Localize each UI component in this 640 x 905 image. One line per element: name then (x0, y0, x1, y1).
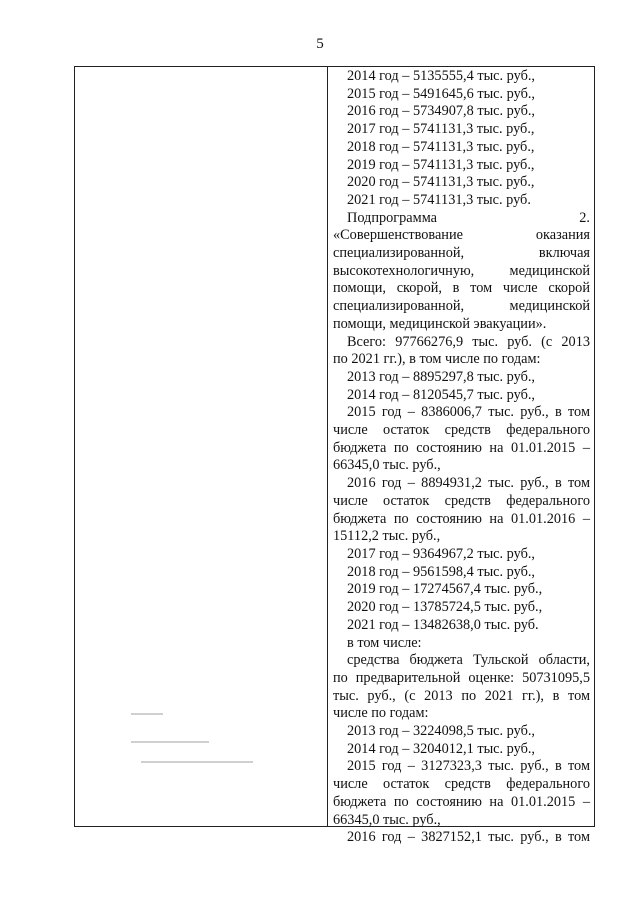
page-number: 5 (316, 36, 324, 52)
text-line: Всего: 97766276,9 тыс. руб. (с 2013 (347, 333, 590, 350)
table-right-column (328, 67, 594, 846)
text-line: по предварительной оценке: 50731095,5 (333, 669, 590, 686)
text-line: 66345,0 тыс. руб., (333, 457, 441, 474)
text-line: 2018 год – 5741131,3 тыс. руб., (347, 138, 535, 155)
text-line: 2015 год – 8386006,7 тыс. руб., в том (347, 404, 590, 421)
text-line: 2018 год – 9561598,4 тыс. руб., (347, 563, 536, 580)
text-line: 2014 год – 3204012,1 тыс. руб., (347, 740, 536, 757)
text-line: высокотехнологичную, медицинской (333, 262, 590, 279)
text-line: 2017 год – 5741131,3 тыс. руб., (347, 121, 535, 138)
text-line: числе по годам: (333, 705, 429, 722)
text-line: специализированной, медицинской (333, 298, 590, 315)
program-table (74, 66, 595, 846)
text-line: бюджета по состоянию на 01.01.2016 – (333, 510, 590, 527)
text-line: «Совершенствование оказания (333, 227, 590, 244)
text-line: 2015 год – 5491645,6 тыс. руб., (347, 85, 536, 102)
table-left-column (75, 67, 328, 826)
text-line: 2021 год – 13482638,0 тыс. руб. (347, 616, 539, 633)
text-line: 2020 год – 5741131,3 тыс. руб., (347, 174, 535, 191)
text-line: 66345,0 тыс. руб., (333, 811, 441, 828)
text-line: в том числе: (347, 634, 422, 651)
text-line: 2019 год – 5741131,3 тыс. руб., (347, 156, 535, 173)
text-line: 2016 год – 5734907,8 тыс. руб., (347, 103, 536, 120)
text-line: 2016 год – 8894931,2 тыс. руб., в том (347, 475, 590, 492)
text-line: 2016 год – 3827152,1 тыс. руб., в том (347, 829, 590, 846)
text-line: тыс. руб., (с 2013 по 2021 гг.), в том (333, 687, 590, 704)
text-line: бюджета по состоянию на 01.01.2015 – (333, 439, 590, 456)
text-line: 2015 год – 3127323,3 тыс. руб., в том (347, 758, 590, 775)
text-line: 2021 год – 5741131,3 тыс. руб. (347, 191, 531, 208)
text-line: 2014 год – 5135555,4 тыс. руб., (347, 68, 536, 84)
faint-mark (131, 741, 209, 743)
text-line: специализированной, включая (333, 245, 590, 262)
text-line: помощи, медицинской эвакуации». (333, 315, 547, 332)
text-line: Подпрограмма 2. (347, 209, 590, 226)
text-line: числе остаток средств федерального (333, 776, 590, 793)
text-line: числе остаток средств федерального (333, 422, 590, 439)
text-line: 2020 год – 13785724,5 тыс. руб., (347, 599, 543, 616)
text-line: помощи, скорой, в том числе скорой (333, 280, 590, 297)
text-line: 2013 год – 8895297,8 тыс. руб., (347, 368, 536, 385)
text-line: бюджета по состоянию на 01.01.2015 – (333, 793, 590, 810)
faint-mark (141, 761, 253, 763)
text-line: числе остаток средств федерального (333, 492, 590, 509)
text-line: средства бюджета Тульской области, (347, 652, 590, 669)
text-line: 2019 год – 17274567,4 тыс. руб., (347, 581, 543, 598)
text-line: 15112,2 тыс. руб., (333, 528, 441, 545)
text-line: по 2021 гг.), в том числе по годам: (333, 351, 541, 368)
faint-mark (131, 713, 163, 715)
text-line: 2014 год – 8120545,7 тыс. руб., (347, 386, 536, 403)
text-line: 2017 год – 9364967,2 тыс. руб., (347, 545, 536, 562)
text-line: 2013 год – 3224098,5 тыс. руб., (347, 723, 536, 740)
